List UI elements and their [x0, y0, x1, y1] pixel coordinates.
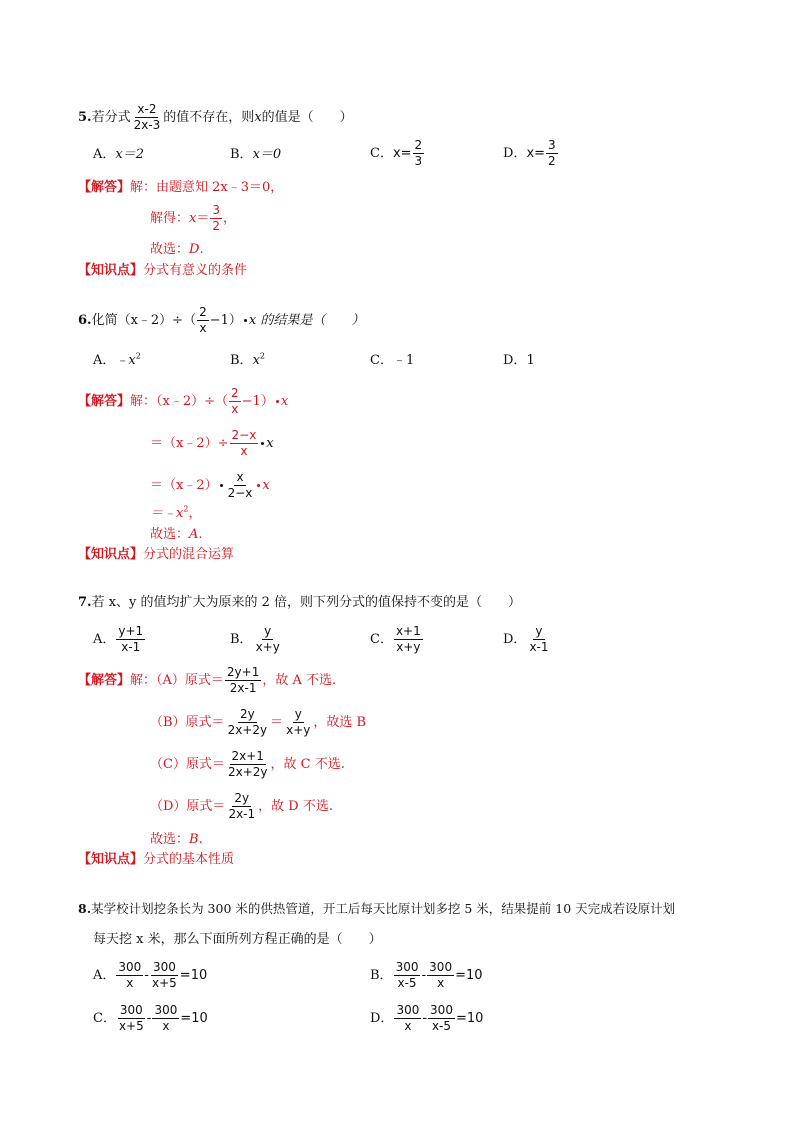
q6-stem-fraction: [197, 305, 209, 336]
q5-stem: [78, 102, 353, 133]
solution-fraction: [226, 707, 270, 738]
q5-option-d[interactable]: [503, 138, 559, 169]
q8-option-b[interactable]: [370, 960, 483, 991]
frac-num: 3: [548, 138, 556, 152]
frac-den: x: [404, 1019, 412, 1033]
solution-fraction: [226, 470, 255, 501]
option-label: C．: [93, 1011, 116, 1026]
frac-den: x+5: [152, 976, 177, 990]
q5-stem-post: 的值不存在，则: [163, 110, 255, 125]
frac-num: x: [236, 470, 244, 484]
multiply-dot-icon: [220, 484, 223, 487]
solution-text: .: [199, 242, 204, 257]
frac-den: 2: [548, 154, 556, 168]
solution-var: x: [262, 478, 270, 493]
q6-solution-line1: [78, 386, 288, 417]
q7-stem-text: 若 x、y 的值均扩大为原来的 2 倍，则下列分式的值保持不变的是（ ）: [91, 595, 522, 610]
option-fraction: [394, 624, 423, 655]
frac-den: x: [162, 1019, 170, 1033]
frac-den: x+y: [396, 640, 421, 654]
solution-eq: ＝: [196, 211, 210, 226]
q5-number: 5.: [78, 110, 92, 125]
option-text: x＝2: [115, 147, 144, 162]
q8-stem-text: 某学校计划挖条长为 300 米的供热管道，开工后每天比原计划多挖 5 米，结果提前 10 天完成若设原计划: [91, 901, 676, 916]
frac-den: 2x+2y: [227, 723, 268, 737]
q6-solution-choice: [150, 527, 203, 543]
option-text: x＝0: [252, 147, 282, 162]
option-label: B．: [230, 353, 253, 368]
option-fraction: [152, 1003, 179, 1034]
q7-option-c[interactable]: [370, 624, 424, 655]
q6-number: 6.: [78, 313, 92, 328]
option-text: ﹣x: [115, 353, 136, 368]
option-label: D．: [503, 146, 527, 161]
q7-option-a[interactable]: [93, 624, 146, 655]
q8-stem-line1: [78, 901, 675, 917]
multiply-dot-icon: [257, 484, 260, 487]
q6-stem-after-frac: −1）: [209, 313, 242, 328]
solution-text: （D）原式＝: [150, 799, 226, 814]
frac-num: 2y+1: [226, 665, 260, 679]
minus-sign: -: [421, 968, 427, 983]
frac-den: x: [437, 976, 445, 990]
solution-fraction: [230, 428, 259, 459]
option-fraction: [427, 960, 454, 991]
solution-var: x: [280, 394, 289, 409]
knowledge-tag: 【知识点】: [78, 263, 144, 278]
option-sup: 2: [135, 351, 141, 361]
frac-den: x-1: [121, 640, 141, 654]
frac-den: x: [199, 321, 207, 335]
q8-option-d[interactable]: [370, 1003, 483, 1034]
frac-den: x: [240, 444, 248, 458]
q7-solution-c: [150, 749, 345, 780]
option-fraction: [117, 1003, 146, 1034]
frac-den: 2−x: [227, 486, 253, 500]
solution-sup: 2: [183, 504, 189, 514]
option-label: D．: [370, 1011, 394, 1026]
frac-den: x-5: [397, 976, 417, 990]
solution-text: 故选：: [150, 832, 190, 847]
option-fraction: [150, 960, 179, 991]
solution-text: ，故选 B: [313, 715, 367, 730]
frac-num: 2y: [239, 707, 255, 721]
frac-num: y: [294, 707, 302, 721]
solution-answer: A: [189, 527, 199, 542]
option-fraction: [428, 1003, 455, 1034]
solution-text: 故选：: [150, 527, 190, 542]
q7-option-d[interactable]: [503, 624, 552, 655]
q6-stem: [78, 305, 364, 336]
frac-den: x+5: [118, 1019, 144, 1033]
solution-var: x: [266, 436, 274, 451]
q7-solution-choice: [150, 832, 203, 848]
solution-fraction: [226, 749, 270, 780]
option-rhs: =10: [455, 968, 483, 983]
solution-text: .: [198, 527, 203, 542]
q6-knowledge-point: [78, 547, 234, 563]
option-label: B．: [230, 632, 253, 647]
frac-num: 2: [199, 305, 207, 319]
frac-den: x-1: [529, 640, 549, 654]
frac-den: x: [231, 402, 239, 416]
frac-den: 2x-1: [229, 681, 257, 695]
option-fraction: [527, 624, 550, 655]
frac-den: x: [126, 976, 134, 990]
frac-num: y: [535, 624, 543, 638]
q5-option-b[interactable]: [230, 147, 281, 163]
q5-option-a[interactable]: [93, 147, 144, 163]
option-label: B．: [370, 968, 393, 983]
q6-option-b[interactable]: [230, 353, 265, 369]
q5-stem-var: x: [254, 110, 262, 125]
q5-option-c[interactable]: [370, 138, 425, 169]
frac-num: 3: [212, 203, 221, 217]
solution-text: （C）原式＝: [150, 757, 225, 772]
solution-fraction: [210, 203, 222, 234]
frac-num: 2x+1: [231, 749, 264, 763]
option-label: C．: [370, 632, 393, 647]
solution-text: 解：（A）原式＝: [130, 673, 224, 688]
frac-num: y+1: [118, 624, 144, 638]
minus-sign: -: [422, 1011, 428, 1026]
option-label: C．: [370, 353, 393, 368]
q5-frac-num: x-2: [137, 102, 157, 116]
solution-eq: ＝: [270, 715, 284, 730]
option-label: A．: [93, 968, 116, 983]
frac-num: y: [264, 624, 272, 638]
option-rhs: =10: [179, 968, 208, 983]
q6-solution-line3: [150, 470, 270, 501]
option-label: A．: [93, 353, 116, 368]
multiply-dot-icon: [244, 319, 247, 322]
q5-stem-fraction: [132, 102, 163, 133]
q6-solution-line2: [150, 428, 274, 459]
solution-text: ，故 D 不选.: [258, 799, 333, 814]
solution-tag: 【解答】: [78, 673, 131, 688]
solution-text: 解得：: [150, 211, 190, 226]
solution-tag: 【解答】: [78, 180, 131, 195]
frac-num: 2−x: [231, 428, 257, 442]
option-sup: 2: [259, 351, 265, 361]
knowledge-text: 分式的基本性质: [143, 852, 235, 867]
solution-text: 故选：: [150, 242, 190, 257]
q5-frac-den: 2x-3: [133, 118, 161, 132]
knowledge-text: 分式的混合运算: [143, 547, 235, 562]
q6-stem-pre: 化简（x﹣2）÷（: [91, 313, 197, 328]
option-fraction: [394, 960, 421, 991]
frac-den: x-5: [431, 1019, 452, 1033]
option-label: B．: [230, 147, 253, 162]
frac-num: 2: [414, 138, 423, 152]
solution-fraction: [284, 707, 312, 738]
multiply-dot-icon: [261, 442, 264, 445]
minus-sign: -: [144, 968, 149, 983]
frac-den: x+y: [255, 640, 280, 654]
frac-num: 300: [429, 960, 453, 974]
q6-stem-post: x 的结果是（ ）: [248, 313, 365, 328]
solution-answer: D: [189, 242, 200, 257]
q7-stem: [78, 595, 521, 611]
frac-den: 2: [212, 219, 221, 233]
q7-solution-a: [78, 665, 336, 696]
solution-text: ＝（x﹣2）: [150, 478, 218, 493]
option-text: x=: [392, 146, 412, 161]
option-rhs: =10: [455, 1011, 484, 1026]
frac-num: 300: [154, 1003, 178, 1017]
solution-tag: 【解答】: [78, 394, 131, 409]
solution-text: ，: [223, 211, 237, 226]
solution-fraction: [225, 665, 261, 696]
option-fraction: [254, 624, 282, 655]
knowledge-text: 分式有意义的条件: [143, 263, 248, 278]
frac-num: 300: [395, 960, 419, 974]
q6-solution-line4: [150, 506, 201, 522]
frac-num: 300: [430, 1003, 453, 1017]
option-label: D．: [503, 353, 527, 368]
option-text: ﹣1: [392, 353, 415, 368]
option-rhs: =10: [180, 1011, 208, 1026]
q5-solution-choice: [150, 242, 204, 258]
solution-var: x: [189, 211, 197, 226]
option-label: A．: [93, 147, 116, 162]
frac-num: x+1: [395, 624, 421, 638]
q7-knowledge-point: [78, 852, 234, 868]
frac-den: x+y: [286, 723, 311, 737]
solution-text: ＝﹣x: [150, 506, 184, 521]
q5-solution-line1: [78, 180, 283, 196]
frac-den: 2x-1: [228, 807, 256, 821]
solution-text: 解：由题意知 2x﹣3＝0，: [130, 180, 284, 195]
q8-stem-line2: [93, 932, 382, 948]
frac-den: 3: [414, 154, 423, 168]
q6-option-a[interactable]: [93, 353, 141, 369]
q5-solution-line2: [150, 203, 236, 234]
frac-num: 300: [396, 1003, 420, 1017]
option-fraction: [413, 138, 425, 169]
frac-num: 2: [231, 386, 239, 400]
knowledge-tag: 【知识点】: [78, 547, 144, 562]
option-text: 1: [526, 353, 535, 368]
frac-num: 300: [118, 960, 142, 974]
solution-text: .: [198, 832, 203, 847]
solution-text: ，故 C 不选.: [270, 757, 345, 772]
option-text: x=: [526, 146, 546, 161]
frac-den: 2x+2y: [227, 765, 268, 779]
q5-stem-pre: 若分式: [91, 110, 131, 125]
minus-sign: -: [146, 1011, 152, 1026]
option-fraction: [116, 960, 143, 991]
q5-stem-post2: 的值是（ ）: [261, 110, 353, 125]
q8-option-c[interactable]: [93, 1003, 208, 1034]
q8-option-a[interactable]: [93, 960, 207, 991]
q6-option-d[interactable]: [503, 353, 535, 369]
q8-number: 8.: [78, 901, 92, 916]
solution-text: ＝（x﹣2）÷: [150, 436, 229, 451]
frac-num: 300: [119, 1003, 143, 1017]
frac-num: 2y: [234, 791, 250, 805]
option-label: D．: [503, 632, 527, 647]
solution-text: 解：（x﹣2）÷（: [130, 394, 229, 409]
solution-fraction: [226, 791, 257, 822]
solution-text: ，故 A 不选.: [262, 673, 337, 688]
option-label: A．: [93, 632, 116, 647]
solution-text: ，: [188, 506, 202, 521]
q7-solution-d: [150, 791, 333, 822]
solution-text: （B）原式＝: [150, 715, 225, 730]
q8-stem-text: 每天挖 x 米，那么下面所列方程正确的是（ ）: [93, 932, 382, 947]
knowledge-tag: 【知识点】: [78, 852, 144, 867]
solution-text: −1）: [241, 394, 274, 409]
option-fraction: [546, 138, 558, 169]
solution-fraction: [229, 386, 241, 417]
q5-knowledge-point: [78, 263, 247, 279]
option-fraction: [394, 1003, 421, 1034]
solution-answer: B: [189, 832, 199, 847]
option-label: C．: [370, 146, 393, 161]
option-text: x: [252, 353, 260, 368]
q6-option-c[interactable]: [370, 353, 414, 369]
q7-option-b[interactable]: [230, 624, 283, 655]
option-fraction: [116, 624, 145, 655]
multiply-dot-icon: [276, 400, 279, 403]
frac-num: 300: [152, 960, 176, 974]
q7-number: 7.: [78, 595, 92, 610]
q7-solution-b: [150, 707, 366, 738]
